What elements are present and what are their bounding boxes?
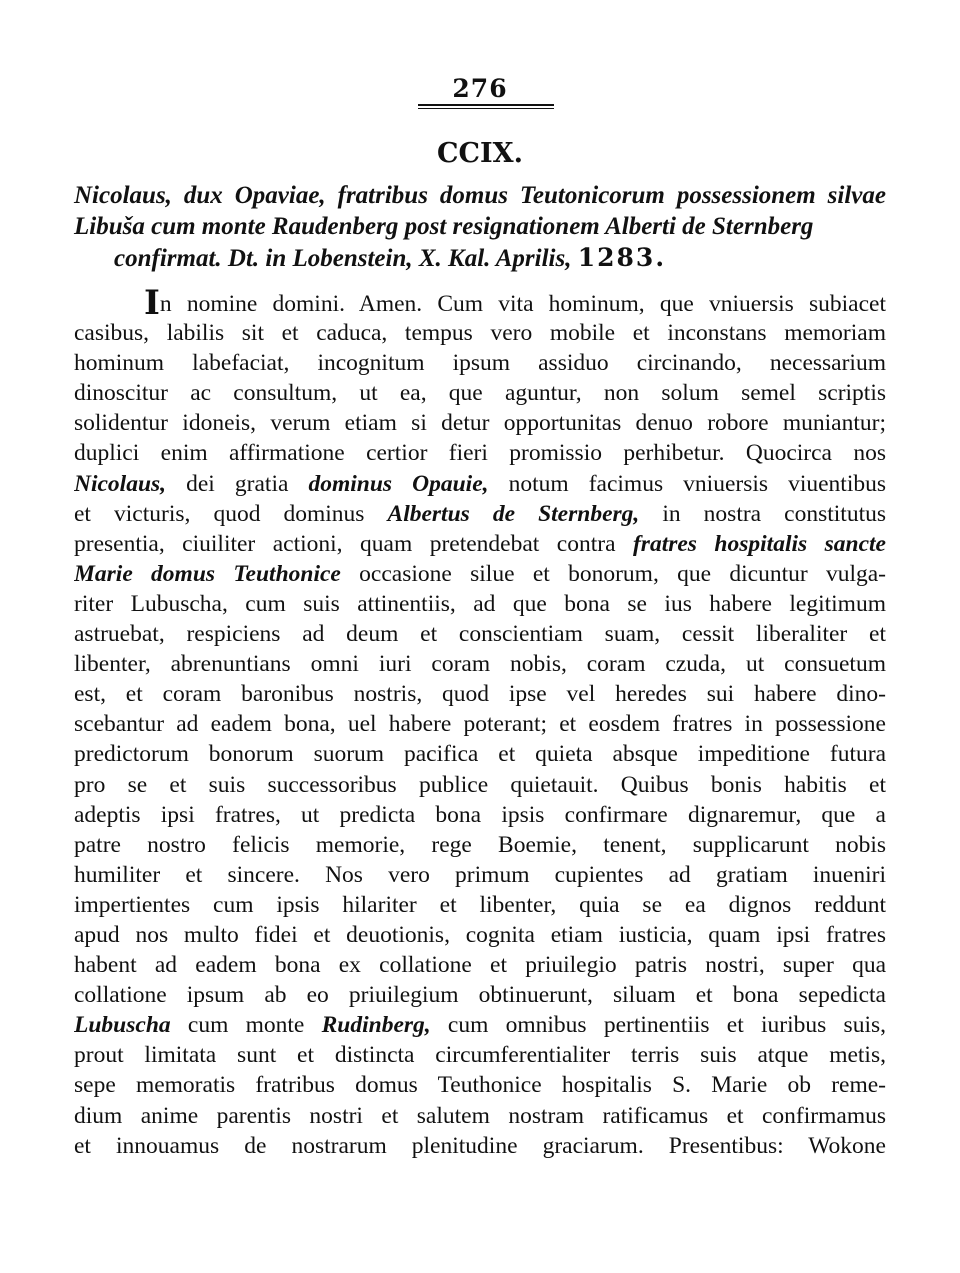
header-rule-thin (418, 108, 554, 109)
text-line: apud nos multo fidei et deuotionis, cognita etiam iusticia, quam ipsi fratres (74, 921, 886, 948)
place-name: Lubuscha (74, 1012, 171, 1039)
text-line: scebantur ad eadem bona, uel habere poterant; et eosdem fratres in possessione (74, 711, 886, 738)
regest-summary (74, 180, 886, 274)
text-line: sepe memoratis fratribus domus Teuthonice hospitalis S. Marie ob reme- (74, 1072, 886, 1099)
place-name: Rudinberg, (321, 1012, 431, 1039)
regest-line: Libuša cum monte Raudenberg post resignationem Alberti de Sternberg (74, 213, 814, 240)
regest-dateline (74, 242, 886, 274)
header-rule (418, 104, 554, 106)
text-line: et innouamus de nostrarum plenitudine graciarum. Presentibus: Wokone (74, 1132, 886, 1159)
text-line: adeptis ipsi fratres, ut predicta bona ipsis confirmare dignaremur, que a (74, 801, 886, 828)
document-number: CCIX. (437, 138, 523, 169)
order-name: Marie domus Teuthonice (74, 560, 341, 587)
text-line: Marie domus Teuthonice occasione silue et bonorum, que dicuntur vulga- (74, 560, 886, 587)
regest-line: confirmat. Dt. in Lobenstein, X. Kal. Aprilis, (114, 245, 572, 272)
text-line: predictorum bonorum suorum pacifica et quieta absque impeditione futura (74, 741, 886, 768)
text-line: libenter, abrenuntians omni iuri coram nobis, coram czuda, ut consuetum (74, 651, 886, 678)
regest-year: 1283. (577, 243, 667, 272)
text-line: Nicolaus, dei gratia dominus Opauie, notum facimus vniuersis viuentibus (74, 470, 886, 497)
charter-text (74, 288, 886, 1161)
text-line: collatione ipsum ab eo priuilegium obtinuerunt, siluam et bona sepedicta (74, 982, 886, 1009)
text-line: patre nostro felicis memorie, rege Boemie, tenent, supplicarunt nobis (74, 831, 886, 858)
text-line: casibus, labilis sit et caduca, tempus vero mobile et inconstans memoriam (74, 320, 886, 347)
text-line: humiliter et sincere. Nos vero primum cupientes ad gratiam inueniri (74, 861, 886, 888)
regest-line: Nicolaus, dux Opaviae, fratribus domus Teutonicorum possessionem silvae (74, 182, 886, 209)
text-line: astruebat, respiciens ad deum et conscientiam suam, cessit liberaliter et (74, 621, 886, 648)
text-line: et victuris, quod dominus Albertus de Sternberg, in nostra constitutus (74, 500, 886, 527)
text-line: solidentur idoneis, verum etiam si detur opportunitas denuo robore muniantur; (74, 410, 886, 437)
text-line: hominum labefaciat, incognitum ipsum assiduo circinando, necessarium (74, 350, 886, 377)
person-name: Albertus de Sternberg, (387, 500, 640, 527)
order-name: fratres hospitalis sancte (632, 530, 886, 557)
text-line: dium anime parentis nostri et salutem nostram ratificamus et confirmamus (74, 1102, 886, 1129)
text-line: Lubuscha cum monte Rudinberg, cum omnibus pertinentiis et iuribus suis, (74, 1012, 886, 1039)
text-line: impertientes cum ipsis hilariter et libenter, quia se ea dignos reddunt (74, 891, 886, 918)
text-line: riter Lubuscha, cum suis attinentiis, ad que bona se ius habere legitimum (74, 590, 886, 617)
text-line: duplici enim affirmatione certior fieri promissio perhibetur. Quocirca nos (74, 440, 886, 467)
initial-capital: I (144, 288, 160, 319)
text-line: dinoscitur ac consultum, ut ea, que aguntur, non solum semel scriptis (74, 380, 886, 407)
text-line: pro se et suis successoribus publice quietauit. Quibus bonis habitis et (74, 771, 886, 798)
text-line: habent ad eadem bona ex collatione et priuilegio patris nostri, super qua (74, 952, 886, 979)
person-title: dominus Opauie, (308, 470, 489, 497)
text-line: prout limitata sunt et distincta circumferentialiter terris suis atque metis, (74, 1042, 886, 1069)
text-line: In nomine domini. Amen. Cum vita hominum, que vniuersis subiacet (74, 288, 886, 318)
text-line: presentia, ciuiliter actioni, quam pretendebat contra fratres hospitalis sancte (74, 530, 886, 557)
text-line: est, et coram baronibus nostris, quod ipse vel heredes sui habere dino- (74, 681, 886, 708)
page-number: 276 (452, 74, 508, 103)
person-name: Nicolaus, (74, 470, 167, 497)
